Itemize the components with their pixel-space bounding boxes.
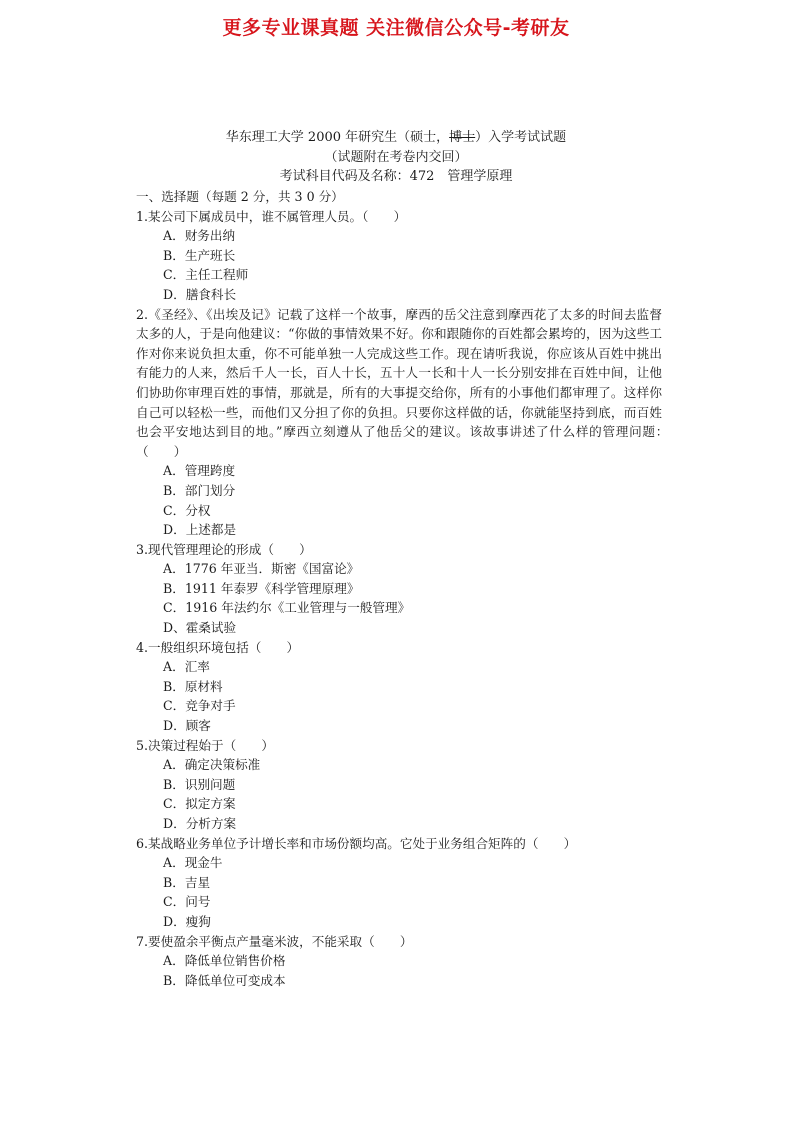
promo-banner: 更多专业课真题 关注微信公众号-考研友	[222, 17, 570, 39]
option-c: C．主任工程师	[163, 267, 249, 283]
option-a: A．财务出纳	[163, 228, 236, 244]
section-title: 一、选择题（每题 2 分，共 3 0 分）	[136, 189, 344, 204]
question-1	[136, 207, 662, 305]
option-c: C．问号	[163, 894, 211, 910]
option-b: B．吉星	[163, 874, 211, 890]
option-b: B．原材料	[163, 678, 223, 694]
option-b: B．生产班长	[163, 247, 236, 263]
exam-title-pre: 华东理工大学 2000 年研究生（硕士，	[225, 130, 450, 145]
exam-title	[0, 128, 792, 147]
option-d: D．顾客	[163, 718, 211, 734]
exam-title-strikethrough: 博士	[449, 130, 476, 145]
option-a: A．1776 年亚当．斯密《国富论》	[163, 561, 360, 577]
option-c: C．拟定方案	[163, 796, 236, 812]
question-stem: 7.要使盈余平衡点产量毫米波，不能采取（ ）	[136, 933, 413, 949]
exam-note: （试题附在考卷内交回）	[324, 150, 468, 165]
exam-title-post: ）入学考试试题	[475, 130, 567, 145]
question-stem: 6.某战略业务单位予计增长率和市场份额均高。它处于业务组合矩阵的（ ）	[136, 835, 577, 851]
question-6	[136, 834, 662, 932]
question-stem: 3.现代管理理论的形成（ ）	[136, 541, 312, 557]
option-d: D、霍桑试验	[163, 620, 237, 636]
question-3	[136, 540, 662, 638]
option-a: A．汇率	[163, 659, 210, 675]
option-a: A．确定决策标准	[163, 757, 261, 773]
option-d: D．瘦狗	[163, 913, 211, 929]
question-4	[136, 638, 662, 736]
option-c: C．竞争对手	[163, 698, 236, 714]
option-a: A．管理跨度	[163, 463, 236, 479]
option-d: D．分析方案	[163, 816, 237, 831]
option-d: D．上述都是	[163, 522, 237, 538]
question-2	[136, 305, 688, 540]
question-7	[136, 932, 662, 991]
option-a: A．降低单位销售价格	[163, 953, 286, 969]
option-b: B．识别问题	[163, 776, 236, 792]
question-stem: 1.某公司下属成员中，谁不属管理人员。（ ）	[136, 208, 407, 224]
option-b: B．1911 年泰罗《科学管理原理》	[163, 580, 360, 596]
question-stem: 2.《圣经》、《出埃及记》记载了这样一个故事，摩西的岳父注意到摩西花了太多的时间去监督太多的人，于是向他建议：“你做的事情效果不好。你和跟随你的百姓都会累垮的，因为这些工作对你来说负担太重，你不可能单独一人完成这些工作。现在请听我说，你应该从百姓中挑出有能力的人来，然后千人一长，百人十长，五十人一长和十人一长分别安排在百姓中间，让他们协助你审理百姓的事情，那就是，所有的大事提交给你，所有的小事他们都审理了。这样你自己可以轻松一些，而他们又分担了你的负担。只要你这样做的话，你就能坚持到底，而百姓也会平安地达到目的地。”摩西立刻遵从了他岳父的建议。该故事讲述了什么样的管理问题： （ ）	[136, 306, 688, 459]
question-stem: 5.决策过程始于（ ）	[136, 737, 274, 753]
option-b: B．降低单位可变成本	[163, 972, 286, 988]
exam-content	[136, 187, 688, 990]
option-d: D．膳食科长	[163, 286, 237, 302]
option-b: B．部门划分	[163, 482, 236, 498]
option-a: A．现金牛	[163, 855, 223, 871]
question-stem: 4.一般组织环境包括（ ）	[136, 639, 300, 655]
exam-subject: 考试科目代码及名称：472 管理学原理	[279, 169, 513, 184]
option-c: C．1916 年法约尔《工业管理与一般管理》	[163, 600, 411, 616]
option-c: C．分权	[163, 502, 211, 518]
question-5	[136, 736, 662, 834]
